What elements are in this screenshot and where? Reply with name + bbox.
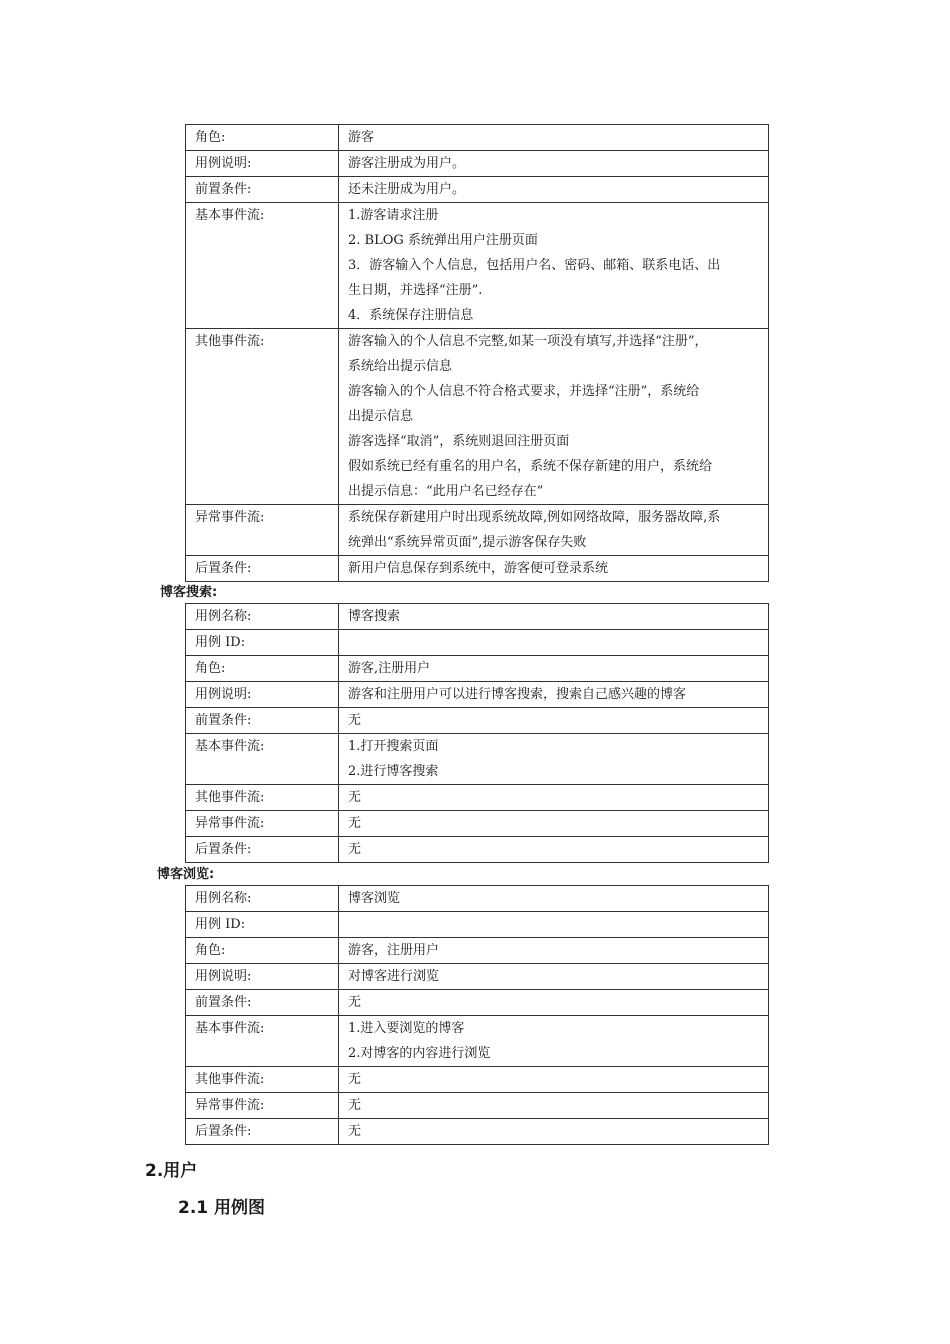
row-value-line: 无 (348, 1098, 362, 1113)
table-row (186, 1067, 769, 1093)
row-label: 其他事件流: (186, 785, 339, 811)
row-value (339, 656, 769, 682)
row-value-line: 生日期，并选择“注册”. (348, 283, 483, 298)
row-value (339, 1119, 769, 1145)
row-label: 基本事件流: (186, 1016, 339, 1067)
row-value (339, 630, 769, 656)
row-value-line: 无 (348, 995, 362, 1010)
table-row (186, 1016, 769, 1067)
row-label: 用例说明: (186, 964, 339, 990)
row-value (339, 964, 769, 990)
table-row (186, 1119, 769, 1145)
row-value (339, 682, 769, 708)
row-value-line: 4．系统保存注册信息 (348, 308, 474, 323)
search-section-heading: 博客搜索: (160, 585, 218, 600)
table-row (186, 886, 769, 912)
row-value-line: 2.进行博客搜索 (348, 764, 439, 779)
row-value-line: 系统保存新建用户时出现系统故障,例如网络故障，服务器故障,系 (348, 510, 721, 525)
row-label: 异常事件流: (186, 505, 339, 556)
table-row (186, 329, 769, 505)
row-value-line: 出提示信息：“此用户名已经存在” (348, 484, 544, 499)
table-row (186, 837, 769, 863)
row-value-line: 游客 (348, 130, 375, 145)
row-value (339, 708, 769, 734)
row-label: 前置条件: (186, 990, 339, 1016)
row-label: 其他事件流: (186, 329, 339, 505)
row-label: 用例说明: (186, 682, 339, 708)
row-value-line: 游客选择“取消”，系统则退回注册页面 (348, 434, 570, 449)
row-value (339, 1093, 769, 1119)
table-row (186, 990, 769, 1016)
row-value-line: 假如系统已经有重名的用户名，系统不保存新建的用户，系统给 (348, 459, 713, 474)
table-row (186, 682, 769, 708)
search-usecase-table (185, 603, 769, 863)
row-value (339, 604, 769, 630)
table-row (186, 1093, 769, 1119)
row-value-line: 无 (348, 1124, 362, 1139)
row-value-line: 对博客进行浏览 (348, 969, 440, 984)
row-label: 前置条件: (186, 177, 339, 203)
row-value (339, 990, 769, 1016)
row-value (339, 505, 769, 556)
table-row (186, 630, 769, 656)
row-value-line: 3．游客输入个人信息，包括用户名、密码、邮箱、联系电话、出 (348, 258, 721, 273)
row-value-line: 游客输入的个人信息不符合格式要求，并选择“注册”，系统给 (348, 384, 700, 399)
table-row (186, 912, 769, 938)
row-value-line: 博客搜索 (348, 609, 401, 624)
row-value-line: 无 (348, 816, 362, 831)
table-row (186, 938, 769, 964)
table-row (186, 708, 769, 734)
row-value-line: 统弹出“系统异常页面”,提示游客保存失败 (348, 535, 587, 550)
row-value (339, 556, 769, 582)
row-value (339, 203, 769, 329)
row-label: 后置条件: (186, 1119, 339, 1145)
row-value-line: 2.对博客的内容进行浏览 (348, 1046, 491, 1061)
row-label: 用例说明: (186, 151, 339, 177)
row-value-line: 1.打开搜索页面 (348, 739, 439, 754)
row-value-line: 2. BLOG 系统弹出用户注册页面 (348, 233, 538, 248)
table-row (186, 505, 769, 556)
row-value-line: 博客浏览 (348, 891, 401, 906)
row-value (339, 837, 769, 863)
row-label: 角色: (186, 656, 339, 682)
row-value-line: 无 (348, 842, 362, 857)
table-row (186, 785, 769, 811)
row-value-line (348, 912, 760, 937)
row-value-line: 新用户信息保存到系统中，游客便可登录系统 (348, 561, 609, 576)
row-value (339, 938, 769, 964)
row-value-line: 还未注册成为用户。 (348, 182, 466, 197)
row-value (339, 125, 769, 151)
row-value-line: 游客,注册用户 (348, 661, 431, 676)
row-label: 其他事件流: (186, 1067, 339, 1093)
row-label: 角色: (186, 125, 339, 151)
row-label: 后置条件: (186, 837, 339, 863)
table-row (186, 604, 769, 630)
row-label: 用例 ID: (186, 630, 339, 656)
row-value (339, 912, 769, 938)
row-value (339, 734, 769, 785)
register-usecase-table (185, 124, 769, 582)
row-value-line: 无 (348, 790, 362, 805)
row-value (339, 811, 769, 837)
browse-section-heading: 博客浏览: (157, 867, 215, 882)
row-value-line: 游客，注册用户 (348, 943, 440, 958)
row-label: 后置条件: (186, 556, 339, 582)
row-value-line: 1.进入要浏览的博客 (348, 1021, 465, 1036)
row-value-line: 游客和注册用户可以进行博客搜索，搜索自己感兴趣的博客 (348, 687, 687, 702)
table-row (186, 656, 769, 682)
row-label: 用例名称: (186, 604, 339, 630)
row-label: 前置条件: (186, 708, 339, 734)
table-row (186, 151, 769, 177)
row-value-line: 出提示信息 (348, 409, 414, 424)
row-value-line: 无 (348, 713, 362, 728)
row-value-line: 1.游客请求注册 (348, 208, 439, 223)
row-value (339, 1067, 769, 1093)
row-label: 基本事件流: (186, 734, 339, 785)
row-value-line: 无 (348, 1072, 362, 1087)
row-value (339, 329, 769, 505)
table-row (186, 811, 769, 837)
row-value (339, 785, 769, 811)
row-label: 用例 ID: (186, 912, 339, 938)
row-value (339, 886, 769, 912)
row-label: 角色: (186, 938, 339, 964)
table-row (186, 734, 769, 785)
table-row (186, 177, 769, 203)
row-value-line (348, 630, 760, 655)
row-label: 基本事件流: (186, 203, 339, 329)
row-value-line: 系统给出提示信息 (348, 359, 453, 374)
row-label: 用例名称: (186, 886, 339, 912)
table-row (186, 203, 769, 329)
row-value-line: 游客输入的个人信息不完整,如某一项没有填写,并选择“注册”， (348, 334, 708, 349)
row-value (339, 177, 769, 203)
section-heading-usecase-diagram: 2.1 用例图 (178, 1198, 266, 1218)
table-row (186, 964, 769, 990)
row-label: 异常事件流: (186, 1093, 339, 1119)
browse-usecase-table (185, 885, 769, 1145)
section-heading-user: 2.用户 (145, 1161, 198, 1181)
row-value (339, 1016, 769, 1067)
table-row (186, 125, 769, 151)
table-row (186, 556, 769, 582)
row-value (339, 151, 769, 177)
row-value-line: 游客注册成为用户。 (348, 156, 466, 171)
row-label: 异常事件流: (186, 811, 339, 837)
